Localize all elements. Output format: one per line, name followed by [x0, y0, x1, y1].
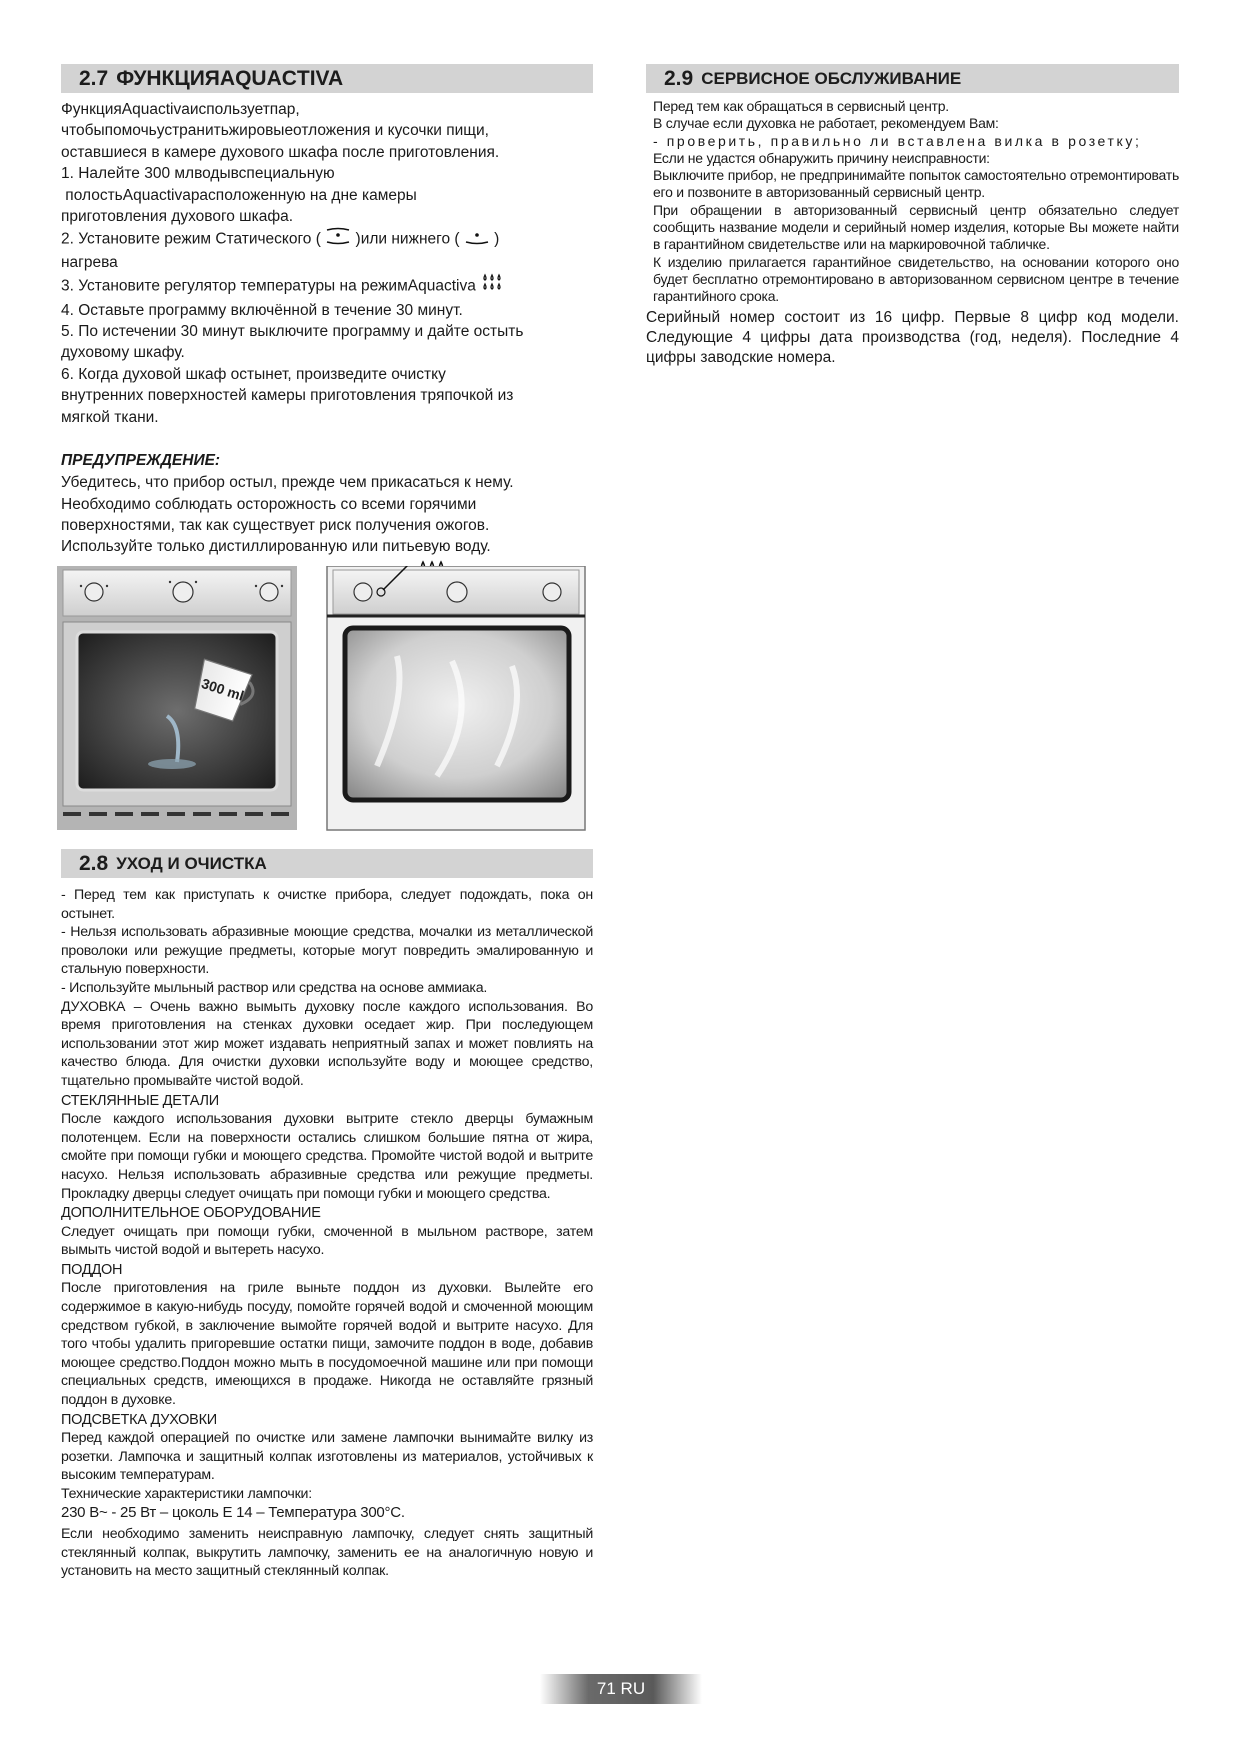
text-line: чтобыпомочьустранитьжировыеотложения и кусочки пищи,: [61, 122, 489, 140]
text-line: внутренних поверхностей камеры приготовления тряпочкой из: [61, 387, 514, 405]
subheading: ПОДДОН: [61, 1261, 123, 1278]
paragraph: В случае если духовка не работает, рекомендуем Вам:: [653, 115, 999, 132]
step-3: [61, 273, 593, 299]
warning-text: [61, 472, 593, 558]
page-number-badge: 71 RU: [540, 1674, 702, 1704]
section-2-7-header: [61, 64, 593, 93]
step-2-prefix: 2. Установите режим Статического (: [61, 230, 321, 248]
paragraph: Перед тем как обращаться в сервисный центр.: [653, 98, 949, 114]
aquactiva-drops-icon: [480, 273, 506, 299]
subheading: ПОДСВЕТКА ДУХОВКИ: [61, 1411, 217, 1428]
paragraph: После каждого использования духовки вытрите стекло дверцы бумажным полотенцем. Если на поверхности остались слишком большие пятна от жира, смойте при помощи губки и моющего средства. Промойте чистой водой и вытрите насухо. Нельзя использовать абразивные средства или режущие предметы. Прокладку дверцы следует очищать при помощи губки и моющего средства.: [61, 1111, 593, 1202]
paragraph: ДУХОВКА – Очень важно вымыть духовку после каждого использования. Во время приготовления на стенках духовки оседает жир. При последующем использовании этот жир может издавать неприятный запах и может повлиять на качество блюда. Для очистки духовки используйте воду и моющее средство, тщательно промывайте чистой водой.: [61, 998, 593, 1089]
text-line: поверхностями, так как существует риск получения ожогов.: [61, 516, 490, 534]
subheading: СТЕКЛЯННЫЕ ДЕТАЛИ: [61, 1092, 219, 1109]
oven-illustrations: [57, 566, 593, 836]
section-number: 2.7: [79, 66, 109, 90]
paragraph: - Перед тем как приступать к очистке прибора, следует подождать, пока он остынет.: [61, 887, 593, 922]
text-line: 6. Когда духовой шкаф остынет, произведите очистку: [61, 365, 446, 383]
paragraph: Если не удастся обнаружить причину неисправности:: [653, 149, 990, 166]
section-number: 2.9: [664, 66, 694, 90]
text-line: ФункцияAquactivaиспользуетпар,: [61, 101, 300, 118]
section-2-9-header: [646, 64, 1179, 93]
paragraph: - Используйте мыльный раствор или средства на основе аммиака.: [61, 979, 488, 996]
text-line: полостьAquactivaрасположенную на дне камеры: [61, 186, 417, 204]
oven-left-figure: [57, 566, 297, 830]
subheading: ДОПОЛНИТЕЛЬНОЕ ОБОРУДОВАНИЕ: [61, 1205, 321, 1222]
paragraph: К изделию прилагается гарантийное свидетельство, на основании которого оно будет бесплатно отремонтировано в авторизованном сервисном центре в течение гарантийного срока.: [653, 253, 1179, 305]
paragraph: - Нельзя использовать абразивные моющие средства, мочалки из металлической проволоки или режущие предметы, которые могут повредить эмалированную и стальную поверхности.: [61, 924, 593, 978]
paragraph: Выключите прибор, не предпринимайте попыток самостоятельно отремонтировать его и позвоните в авторизованный сервисный центр.: [653, 167, 1179, 201]
left-column: [61, 64, 593, 558]
paragraph: Перед каждой операцией по очистке или замене лампочки вынимайте вилку из розетки. Лампочка и защитный колпак изготовлены из материалов, устойчивых к высоким температурам.: [61, 1430, 593, 1484]
bottom-heat-icon: [464, 227, 490, 251]
step-2: [61, 227, 593, 251]
warning-title: ПРЕДУПРЕЖДЕНИЕ:: [61, 452, 221, 470]
cleaning-text: [61, 886, 593, 1581]
text-line: духовому шкафу.: [61, 344, 185, 362]
section-2-8-header: [61, 849, 593, 878]
paragraph: При обращении в авторизованный сервисный центр обязательно следует сообщить название модели и серийный номер изделия, которые Вы можете найти в гарантийном свидетельстве или на маркировочной табличке.: [653, 201, 1179, 253]
right-column: [646, 64, 1179, 368]
section-number: 2.8: [79, 851, 109, 875]
paragraph: После приготовления на гриле выньте поддон из духовки. Вылейте его содержимое в какую-нибудь посуду, помойте горячей водой и смоченной моющим средством губкой, в заключение вымойте горячей водой и вытрите насухо. Для того чтобы удалить пригоревшие остатки пищи, замочите поддон в воде, добавив моющее средство.Поддон можно мыть в посудомоечной машине или при помощи специальных средств, имеющихся в продаже. Никогда не оставляйте грязный поддон в духовке.: [61, 1280, 593, 1409]
text-line: Убедитесь, что прибор остыл, прежде чем прикасаться к нему.: [61, 474, 514, 492]
aquactiva-instructions: [61, 99, 593, 428]
oven-right-figure: [327, 566, 585, 830]
section-title: СЕРВИСНОЕ ОБСЛУЖИВАНИЕ: [701, 68, 962, 88]
text-line: приготовления духового шкафа.: [61, 208, 294, 226]
step-2-suffix: ): [494, 230, 500, 248]
paragraph: 230 В~ - 25 Вт – цоколь Е 14 – Температура 300°С.: [61, 1503, 405, 1521]
text-line: Используйте только дистиллированную или питьевую воду.: [61, 538, 491, 556]
step-2-mid: )или нижнего (: [355, 230, 460, 248]
paragraph: Если необходимо заменить неисправную лампочку, следует снять защитный стеклянный колпак, выкрутить лампочку, заменить ее на аналогичную новую и установить на место защитный стеклянный колпак.: [61, 1526, 593, 1580]
text-line: оставшиеся в камере духового шкафа после приготовления.: [61, 143, 500, 161]
text-line: мягкой ткани.: [61, 408, 159, 426]
serial-number-info: Серийный номер состоит из 16 цифр. Первые 8 цифр код модели. Следующие 4 цифры дата производства (год, неделя). Последние 4 цифры заводские номера.: [646, 308, 1179, 366]
paragraph: Следует очищать при помощи губки, смоченной в мыльном растворе, затем вымыть чистой водой и вытереть насухо.: [61, 1223, 593, 1259]
text-line: 4. Оставьте программу включённой в течение 30 минут.: [61, 301, 463, 319]
text-line: 5. По истечении 30 минут выключите программу и дайте остыть: [61, 323, 524, 341]
section-2-8: [61, 849, 593, 1581]
section-title: УХОД И ОЧИСТКА: [116, 853, 267, 873]
text-line: 1. Налейте 300 млводывспециальную: [61, 165, 335, 183]
jug-label: 300 ml: [199, 675, 246, 704]
service-text: [646, 98, 1179, 306]
paragraph: Технические характеристики лампочки:: [61, 1486, 312, 1502]
text-line: нагрева: [61, 253, 118, 271]
static-mode-icon: [325, 227, 351, 251]
step-3-text: 3. Установите регулятор температуры на режимAquactiva: [61, 277, 476, 295]
paragraph: - проверить, правильно ли вставлена вилка в розетку;: [653, 132, 1142, 149]
text-line: Необходимо соблюдать осторожность со всеми горячими: [61, 495, 477, 513]
section-title: ФУНКЦИЯAQUACTIVA: [116, 66, 344, 90]
